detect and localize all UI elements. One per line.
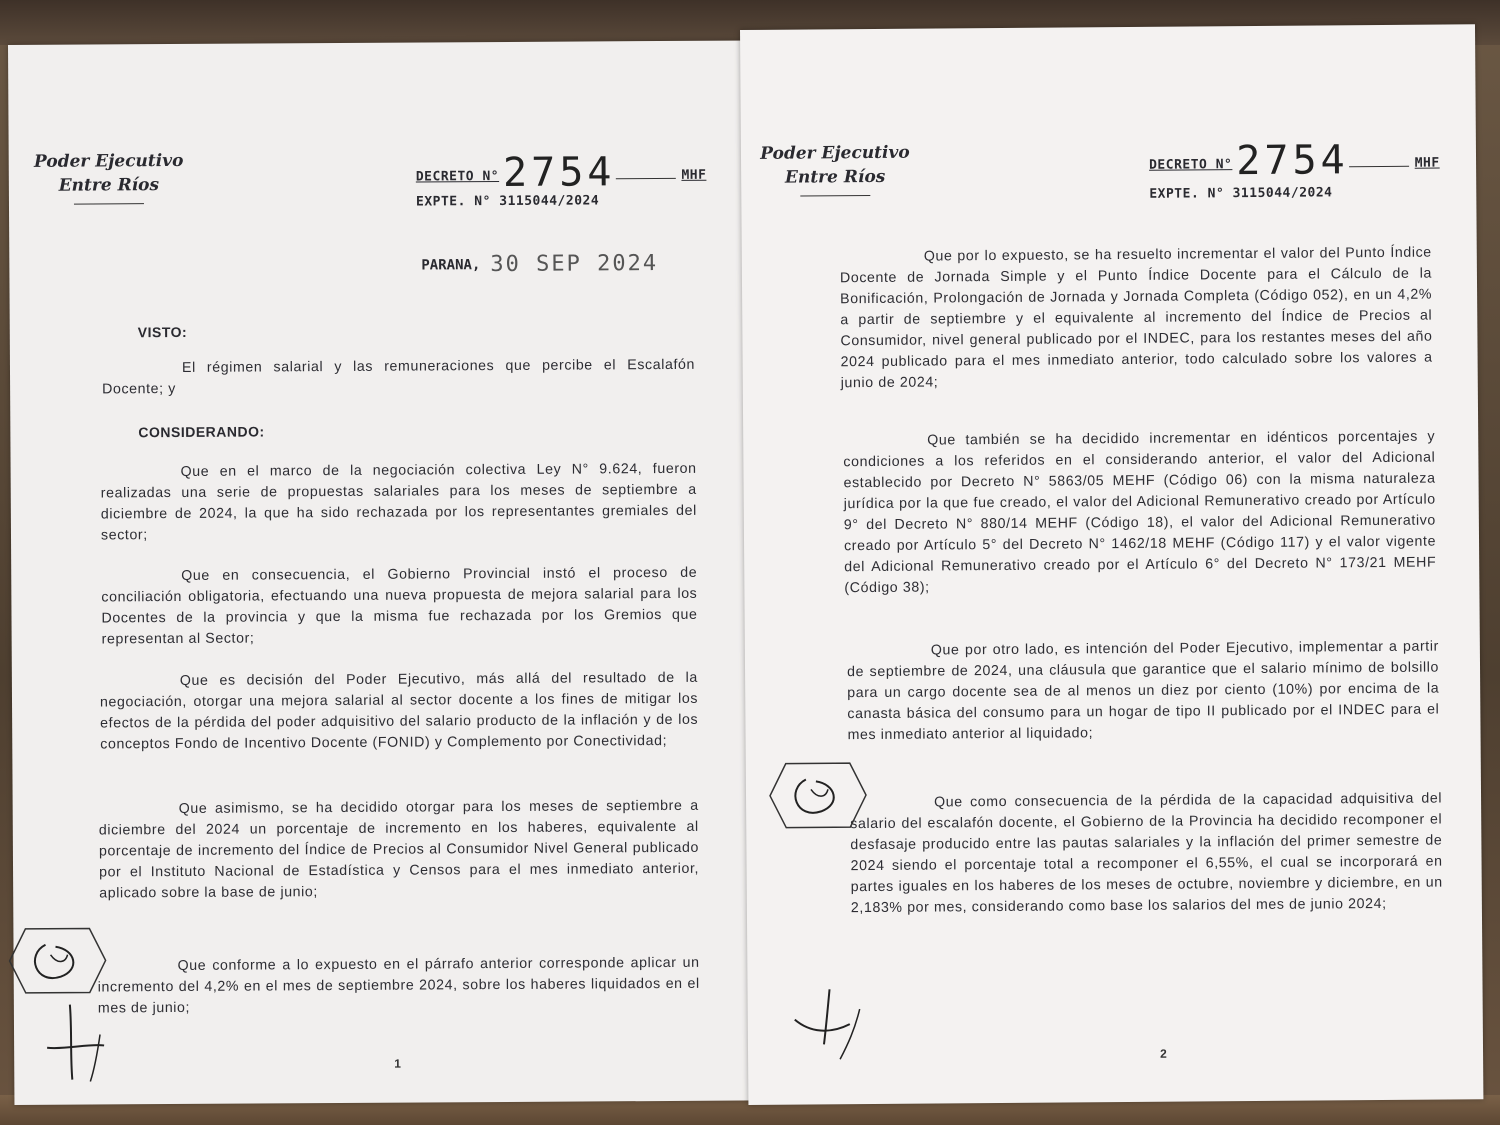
place-date	[421, 251, 658, 277]
paragraph-2-3: Que por otro lado, es intención del Poder Ejecutivo, implementar a partir de septiembre de 2024, una cláusula que garantice que el salario mínimo de bolsillo para un cargo docente sea de al menos un diez por ciento (10%) por encima de la canasta básica del consumo para un hogar de tipo II publicado por el INDEC para el mes inmediato anterior al liquidado;	[846, 638, 1440, 744]
page-number-2: 2	[1159, 1046, 1167, 1061]
document-page-2	[740, 24, 1483, 1105]
paragraph-1-5: Que conforme a lo expuesto en el párrafo anterior corresponde aplicar un incremento del 4,2% en el mes de septiembre 2024, sobre los haberes liquidados en el mes de junio;	[97, 954, 700, 1017]
paragraph-1-3: Que es decisión del Poder Ejecutivo, más allá del resultado de la negociación, otorgar una mejora salarial al sector docente a los fines de mitigar los efectos de la pérdida del poder adquisitivo del salario producto de la inflación y de los conceptos Fondo de Incentivo Docente (FONID) y Complemento por Conectividad;	[99, 669, 699, 753]
decreto-underline	[615, 178, 675, 179]
official-stamp-icon	[5, 924, 109, 997]
decreto-header	[416, 149, 707, 197]
visto-text: El régimen salarial y las remuneraciones que percibe el Escalafón Docente; y	[102, 356, 696, 398]
official-stamp-icon	[766, 759, 871, 832]
signature-icon	[789, 984, 880, 1065]
letterhead-rule	[74, 203, 144, 204]
document-page-1	[8, 40, 759, 1105]
decreto-suffix: MHF	[681, 167, 707, 183]
paragraph-1-1: Que en el marco de la negociación colectiva Ley N° 9.624, fueron realizadas una serie de propuestas salariales para los meses de septiembre a diciembre de 2024, la que ha sido rechazada por los representantes gremiales del sector;	[100, 460, 697, 544]
page-number-1: 1	[394, 1056, 401, 1071]
visto-heading: VISTO:	[137, 323, 188, 341]
signature-icon	[42, 999, 123, 1084]
paragraph-1-2: Que en consecuencia, el Gobierno Provincial instó el proceso de conciliación obligatoria, efectuando una nueva propuesta de mejora salarial para los Docentes de la provincia y que la misma fue rechazada por los Gremios que representan al Sector;	[101, 564, 698, 648]
letterhead	[29, 149, 189, 205]
paragraph-2-2: Que también se ha decidido incrementar en idénticos porcentajes y condiciones a los referidos en el considerando anterior, el valor del Adicional establecido por Decreto N° 5863/05 MEHF (Código 06) con la misma naturaleza jurídica por la que fue creado, el valor del Adicional Remunerativo creado por Artículo 9° del Decreto N° 880/14 MEHF (Código 18), el valor del Adicional Remunerativo creado por Artículo 5° del Decreto N° 1462/18 MEHF (Código 117) y el valor vigente del Adicional Remunerativo creado por el Artículo 6° del Decreto N° 173/21 MEHF (Código 38);	[843, 428, 1437, 597]
decreto-label: DECRETO N°	[415, 169, 500, 185]
date-stamp: 30 SEP 2024	[490, 251, 659, 278]
considerando-heading: CONSIDERANDO:	[138, 423, 265, 441]
letterhead-line-2: Entre Ríos	[58, 175, 160, 196]
decreto-header-page-2	[1149, 137, 1440, 185]
paragraph-2-1: Que por lo expuesto, se ha resuelto incrementar el valor del Punto Índice Docente de Jornada Simple y el Punto Índice Docente para el Cálculo de la Bonificación, Prolongación de Jornada y Jornada Completa (Código 052), en un 4,2% a partir de septiembre y el equivalente al incremento del Índice de Precios al Consumidor, nivel general publicado por el INDEC, para los restantes meses del año 2024 publicado para el mes inmediato anterior, todo calculado sobre los valores a junio de 2024;	[839, 244, 1433, 392]
decreto-number: 2754	[1236, 137, 1349, 185]
letterhead-line-2: Entre Ríos	[784, 166, 886, 188]
letterhead-line-1: Poder Ejecutivo	[33, 150, 184, 172]
expte-number-page-2: EXPTE. N° 3115044/2024	[1149, 185, 1333, 202]
decreto-underline	[1349, 166, 1409, 167]
decreto-label: DECRETO N°	[1149, 157, 1233, 173]
paragraph-1-4: Que asimismo, se ha decidido otorgar para los meses de septiembre a diciembre del 2024 un porcentaje de incremento en los haberes, equivalente al porcentaje de incremento del Índice de Precios al Consumidor Nivel General publicado por el Instituto Nacional de Estadística y Censos para el mes inmediato anterior, aplicado sobre la base de junio;	[98, 797, 700, 902]
expte-number: EXPTE. N° 3115044/2024	[415, 193, 600, 210]
decreto-suffix: MHF	[1414, 155, 1440, 171]
decreto-number: 2754	[502, 149, 616, 196]
paragraph-2-4: Que como consecuencia de la pérdida de la capacidad adquisitiva del salario del escalafón docente, el Gobierno de la Provincia ha decidido recomponer el desfasaje producido entre las pautas salariales y la inflación del primer semestre de 2024 siendo el porcentaje total a recomponer el 6,55%, el cual se incorporará en partes iguales en los haberes de los meses de octubre, noviembre y diciembre, en un 2,183% por mes, considerando como base los salarios del mes de junio 2024;	[850, 790, 1443, 917]
letterhead-rule	[800, 195, 870, 197]
letterhead-line-1: Poder Ejecutivo	[760, 142, 910, 164]
letterhead-page-2	[755, 141, 915, 197]
place-name: PARANA,	[421, 257, 481, 274]
